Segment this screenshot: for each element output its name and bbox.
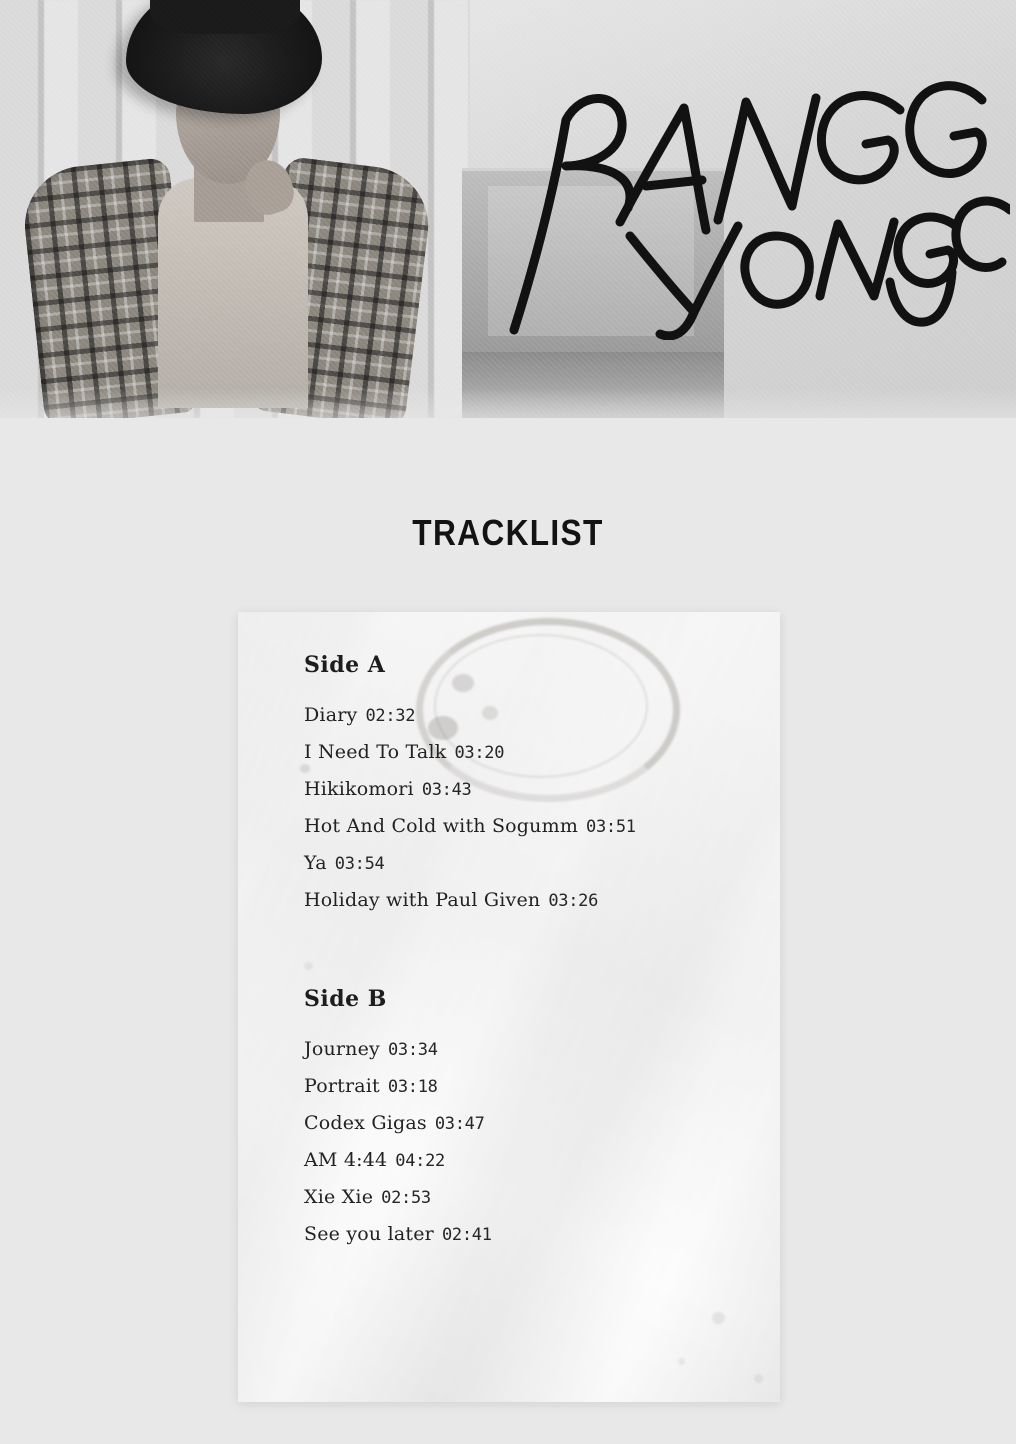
tracklist-paper-card <box>238 612 780 1402</box>
track-title: See you later <box>304 1223 434 1245</box>
stain-blot <box>678 1358 685 1365</box>
track-title: Diary <box>304 704 358 726</box>
track-time: 03:34 <box>388 1040 438 1060</box>
track-item <box>304 1223 734 1245</box>
track-item <box>304 741 734 763</box>
tracklist-content <box>304 652 734 1260</box>
track-title: Codex Gigas <box>304 1112 427 1134</box>
stain-blot <box>712 1312 725 1324</box>
hero-photo <box>0 0 1016 418</box>
artist-signature <box>470 40 1010 340</box>
track-time: 02:41 <box>441 1225 492 1245</box>
track-title: Hot And Cold with Sogumm <box>304 815 579 837</box>
track-title: I Need To Talk <box>304 741 447 763</box>
track-title: Xie Xie <box>304 1186 374 1208</box>
track-time: 02:53 <box>381 1188 431 1208</box>
track-title: Holiday with Paul Given <box>304 889 541 911</box>
track-title: AM 4:44 <box>304 1149 388 1171</box>
track-time: 03:51 <box>586 817 636 837</box>
track-item <box>304 778 734 800</box>
side-b-title: Side B <box>304 986 387 1012</box>
track-item <box>304 1038 734 1060</box>
person-figure <box>8 0 478 418</box>
track-time: 03:54 <box>334 854 385 874</box>
track-title: Portrait <box>304 1075 380 1097</box>
track-item <box>304 815 734 837</box>
side-a-title: Side A <box>304 652 386 678</box>
side-separator <box>304 926 734 986</box>
track-time: 02:32 <box>365 706 416 726</box>
track-time: 03:43 <box>421 780 472 800</box>
stain-blot <box>754 1374 763 1383</box>
track-item <box>304 1075 734 1097</box>
track-title: Hikikomori <box>304 778 414 800</box>
track-time: 04:22 <box>395 1151 445 1171</box>
track-item <box>304 1149 734 1171</box>
track-title: Journey <box>304 1038 380 1060</box>
track-item <box>304 1186 734 1208</box>
track-time: 03:18 <box>387 1077 438 1097</box>
track-item <box>304 889 734 911</box>
curly-hair <box>126 0 322 114</box>
track-time: 03:26 <box>548 891 599 911</box>
tracklist-heading: TRACKLIST <box>412 512 604 553</box>
track-item <box>304 1112 734 1134</box>
track-time: 03:47 <box>434 1114 485 1134</box>
hero-bottom-fade <box>0 388 1016 418</box>
track-title: Ya <box>304 852 327 874</box>
track-time: 03:20 <box>454 743 505 763</box>
track-item <box>304 704 734 726</box>
track-item <box>304 852 734 874</box>
